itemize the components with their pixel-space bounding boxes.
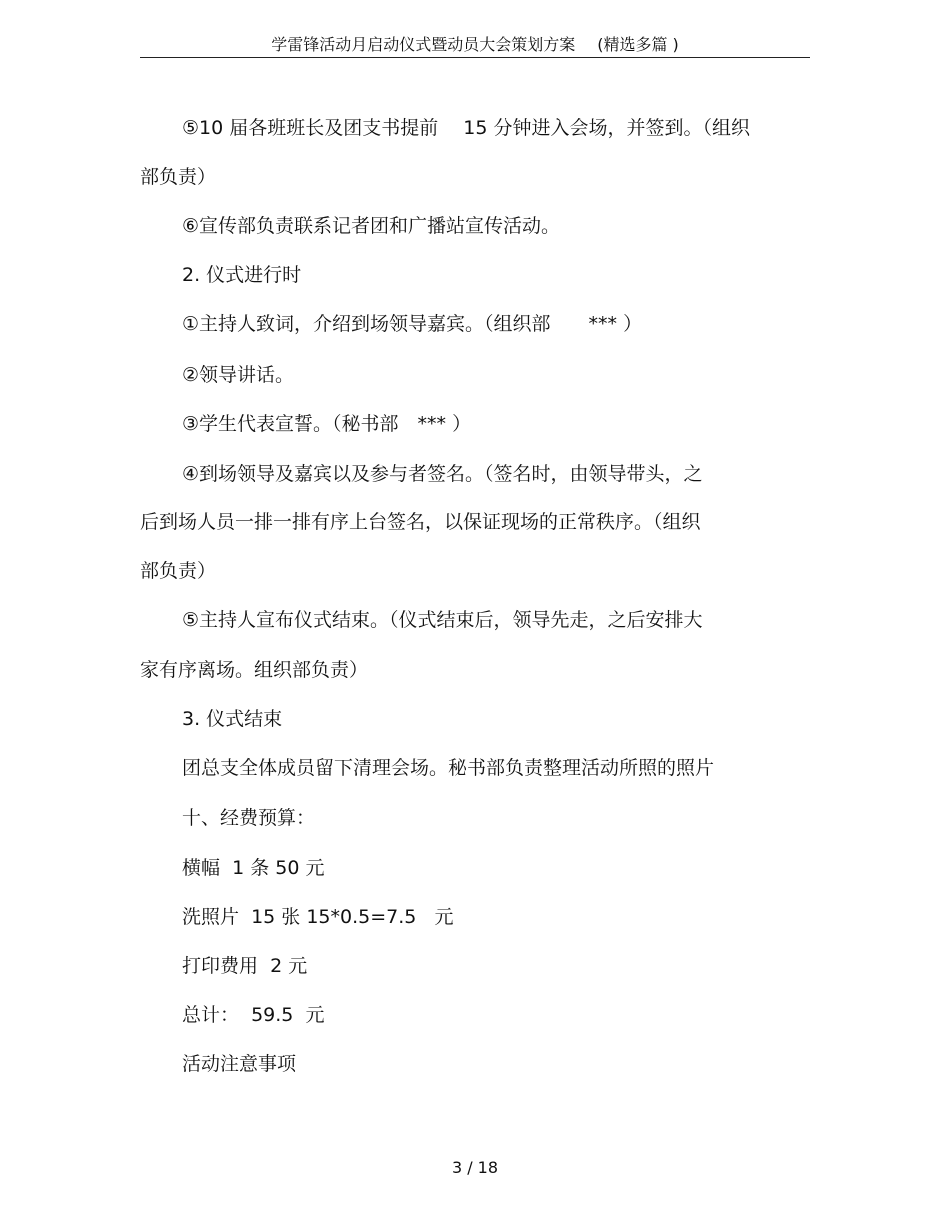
paragraph-line: ③学生代表宣誓。（秘书部 *** ） [182, 413, 472, 435]
section-heading: 十、经费预算： [182, 807, 316, 829]
paragraph-line: 家有序离场。组织部负责） [140, 659, 369, 681]
budget-item: 打印费用 2 元 [182, 955, 308, 977]
paragraph-line: ②领导讲话。 [182, 364, 295, 386]
page-number: 3 / 18 [451, 1158, 499, 1177]
paragraph-line: ①主持人致词，介绍到场领导嘉宾。（组织部 *** ） [182, 313, 643, 335]
budget-item: 洗照片 15 张 15*0.5=7.5 元 [182, 906, 454, 928]
header-divider [140, 57, 810, 58]
paragraph-line: ⑤主持人宣布仪式结束。（仪式结束后，领导先走，之后安排大 [182, 609, 703, 631]
section-heading: 3. 仪式结束 [182, 708, 283, 730]
document-subtitle: (精选多篇 ) [597, 35, 679, 54]
paragraph-line: 部负责） [140, 560, 217, 582]
budget-total: 总计： 59.5 元 [182, 1004, 325, 1026]
paragraph-line: ⑤10 届各班班长及团支书提前 15 分钟进入会场，并签到。（组织 [182, 117, 751, 139]
paragraph-line: 团总支全体成员留下清理会场。秘书部负责整理活动所照的照片 [182, 757, 715, 779]
section-heading: 2. 仪式进行时 [182, 264, 302, 286]
paragraph-line: ⑥宣传部负责联系记者团和广播站宣传活动。 [182, 215, 561, 237]
page-header [140, 34, 810, 56]
document-title: 学雷锋活动月启动仪式暨动员大会策划方案 [271, 35, 576, 54]
budget-item: 横幅 1 条 50 元 [182, 857, 325, 879]
paragraph-line: 后到场人员一排一排有序上台签名，以保证现场的正常秩序。（组织 [140, 511, 701, 533]
paragraph-line: 部负责） [140, 166, 217, 188]
paragraph-line: ④到场领导及嘉宾以及参与者签名。（签名时，由领导带头，之 [182, 463, 703, 485]
section-heading: 活动注意事项 [182, 1053, 297, 1075]
